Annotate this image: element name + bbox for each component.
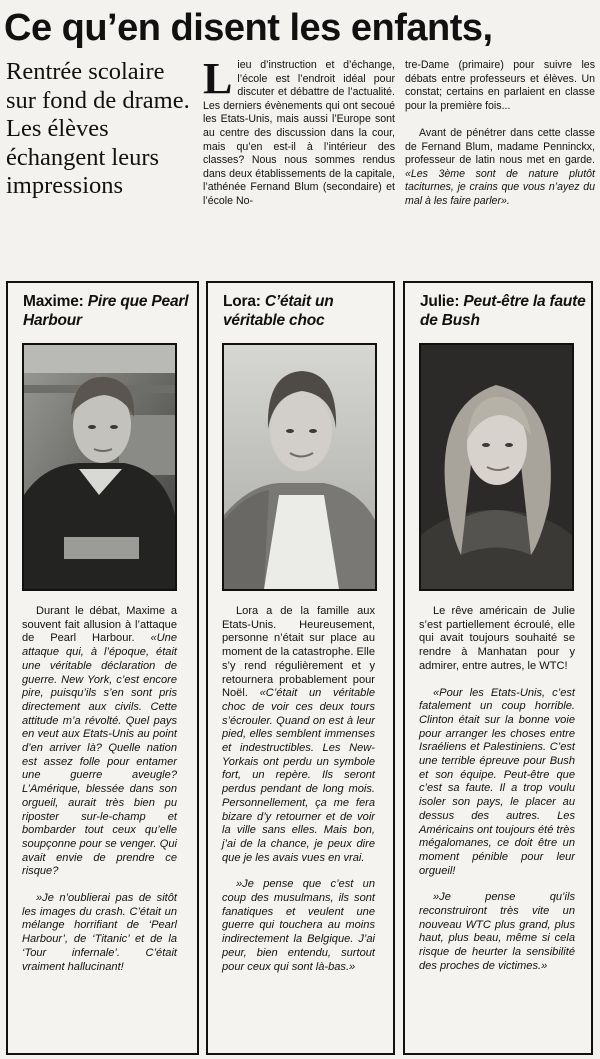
box-title	[23, 293, 197, 330]
testimony-box-lora	[206, 281, 395, 1055]
quote-text: «Pour les Etats-Unis, c’est fatalement un coup horrible. Clinton était sur la bonne voie pour arranger les choses entre Israéliens et Palestiniens. C’est une terrible épreuve pour Bush et son équipe. Peut-être que c’est sa faute. Il a trop voulu isoler son pays, le placer au dessus des autres. Les Américains ont toujours été très mégalomanes, ce doit être un moment pénible pour leur orgueil!	[419, 686, 576, 877]
box-body	[222, 605, 375, 974]
student-quote-title: C’était un véritable choc	[223, 293, 334, 329]
box-body	[419, 605, 575, 974]
teacher-quote: «Les 3ème sont de nature plutôt taciturnes, je crains que vous n’ayez du mal à les faire parler».	[405, 167, 595, 207]
student-name: Lora:	[223, 293, 261, 310]
student-name: Maxime:	[23, 293, 84, 310]
photo-julie	[419, 343, 574, 591]
photo-lora	[222, 343, 377, 591]
headline: Ce qu’en disent les enfants,	[4, 7, 493, 49]
box-body	[22, 605, 177, 974]
drop-cap: L	[203, 54, 233, 103]
intro-text: Lora a de la famille aux Etats-Unis. Heureusement, personne n’était sur place au moment de la catastrophe. Elle s’y rend régulièrement et y retournera probablement pour Noël. «C’était un véritable choc de voir ces deux tours s’écrouler. Quand on est à leur pied, elles semblent immenses et indestructibles. Les New-Yorkais ont perdu un symbole fort, un repère. Ils seront perdus pendant de long mois. Personnellement, ça me fera bizare d’y retourner et de voir la ville sans elles. Mais bon, j’ai de la chance, je peux dire que je les avais vues en vrai.	[222, 605, 375, 864]
intro-paragraph-2: tre-Dame (primaire) pour suivre les débats entre professeurs et élèves. Un constat; certains en parlaient en classe pour la première fois...	[405, 59, 595, 112]
subheadline: Rentrée scolaire sur fond de drame. Les élèves échangent leurs impressions	[6, 58, 190, 199]
student-name: Julie:	[420, 293, 460, 310]
box-title	[223, 293, 393, 330]
quote-text: »Je pense qu’ils reconstruiront très vite un nouveau WTC plus grand, plus haut, plus beau, même si cela risque de heurter la sensibilité des proches de victimes.»	[419, 891, 575, 972]
intro-paragraph-1: ieu d’instruction et d’échange, l’école est l’endroit idéal pour discuter et débattre de l’actualité. Les derniers évènements qui ont secoué les Etats-Unis, mais aussi l’Europe sont au centre des discussion dans la cour, mais qu’en est-il à l’intérieur des classes? Nous nous sommes rendus dans deux établissements de la capitale, l’athénée Fernand Blum (secondaire) et l’école No-	[203, 59, 395, 207]
intro-column-1	[203, 54, 395, 209]
testimony-box-julie	[403, 281, 593, 1055]
quote-text: »Je pense que c’est un coup des musulmans, ils sont fanatiques et veulent une guerre qui touchera au moins indirectement la Belgique. J’ai peur, bien entendu, surtout pour ceux qui sont là-bas.»	[222, 878, 375, 973]
intro-column-2	[405, 59, 595, 209]
box-title	[420, 293, 591, 330]
intro-text: Le rêve américain de Julie s’est partiellement écroulé, elle qui avait toujours souhaité se rendre à Manhatan pour y admirer, entre autres, le WTC!	[419, 605, 575, 672]
testimony-box-maxime	[6, 281, 199, 1055]
student-quote-title: Peut-être la faute de Bush	[420, 293, 586, 329]
student-quote-title: Pire que Pearl Harbour	[23, 293, 189, 329]
photo-maxime	[22, 343, 177, 591]
intro-paragraph-3: Avant de pénétrer dans cette classe de Fernand Blum, madame Penninckx, professeur de latin nous met en garde. «Les 3ème sont de nature plutôt taciturnes, je crains que vous n’ayez du mal à les faire parler».	[405, 126, 595, 207]
quote-text: »Je n’oublierai pas de sitôt les images du crash. C’était un mélange horrifiant de ‘Pearl Harbour’, de ‘Titanic’ et de la ‘Tour infernale’. C’était vraiment hallucinant!	[22, 892, 177, 973]
intro-text: Durant le débat, Maxime a souvent fait allusion à l’attaque de Pearl Harbour. «Une attaque qui, à l’époque, était une véritable déclaration de guerre. New York, c’est encore pire, puisqu’ils s’en sont pris directement aux civils. Cette attitude m’a révolté. Quel pays en veut aux Etats-Unis au point d’en arriver là? Quelle nation est assez folle pour entamer une guerre aveugle? L’Amérique, blessée dans son orgueil, aurait très bien pu riposter sur-le-champ et bombarder tout ceux qu’elle soupçonne pour se venger. Qui avait envie de prendre ce risque?	[22, 605, 177, 878]
